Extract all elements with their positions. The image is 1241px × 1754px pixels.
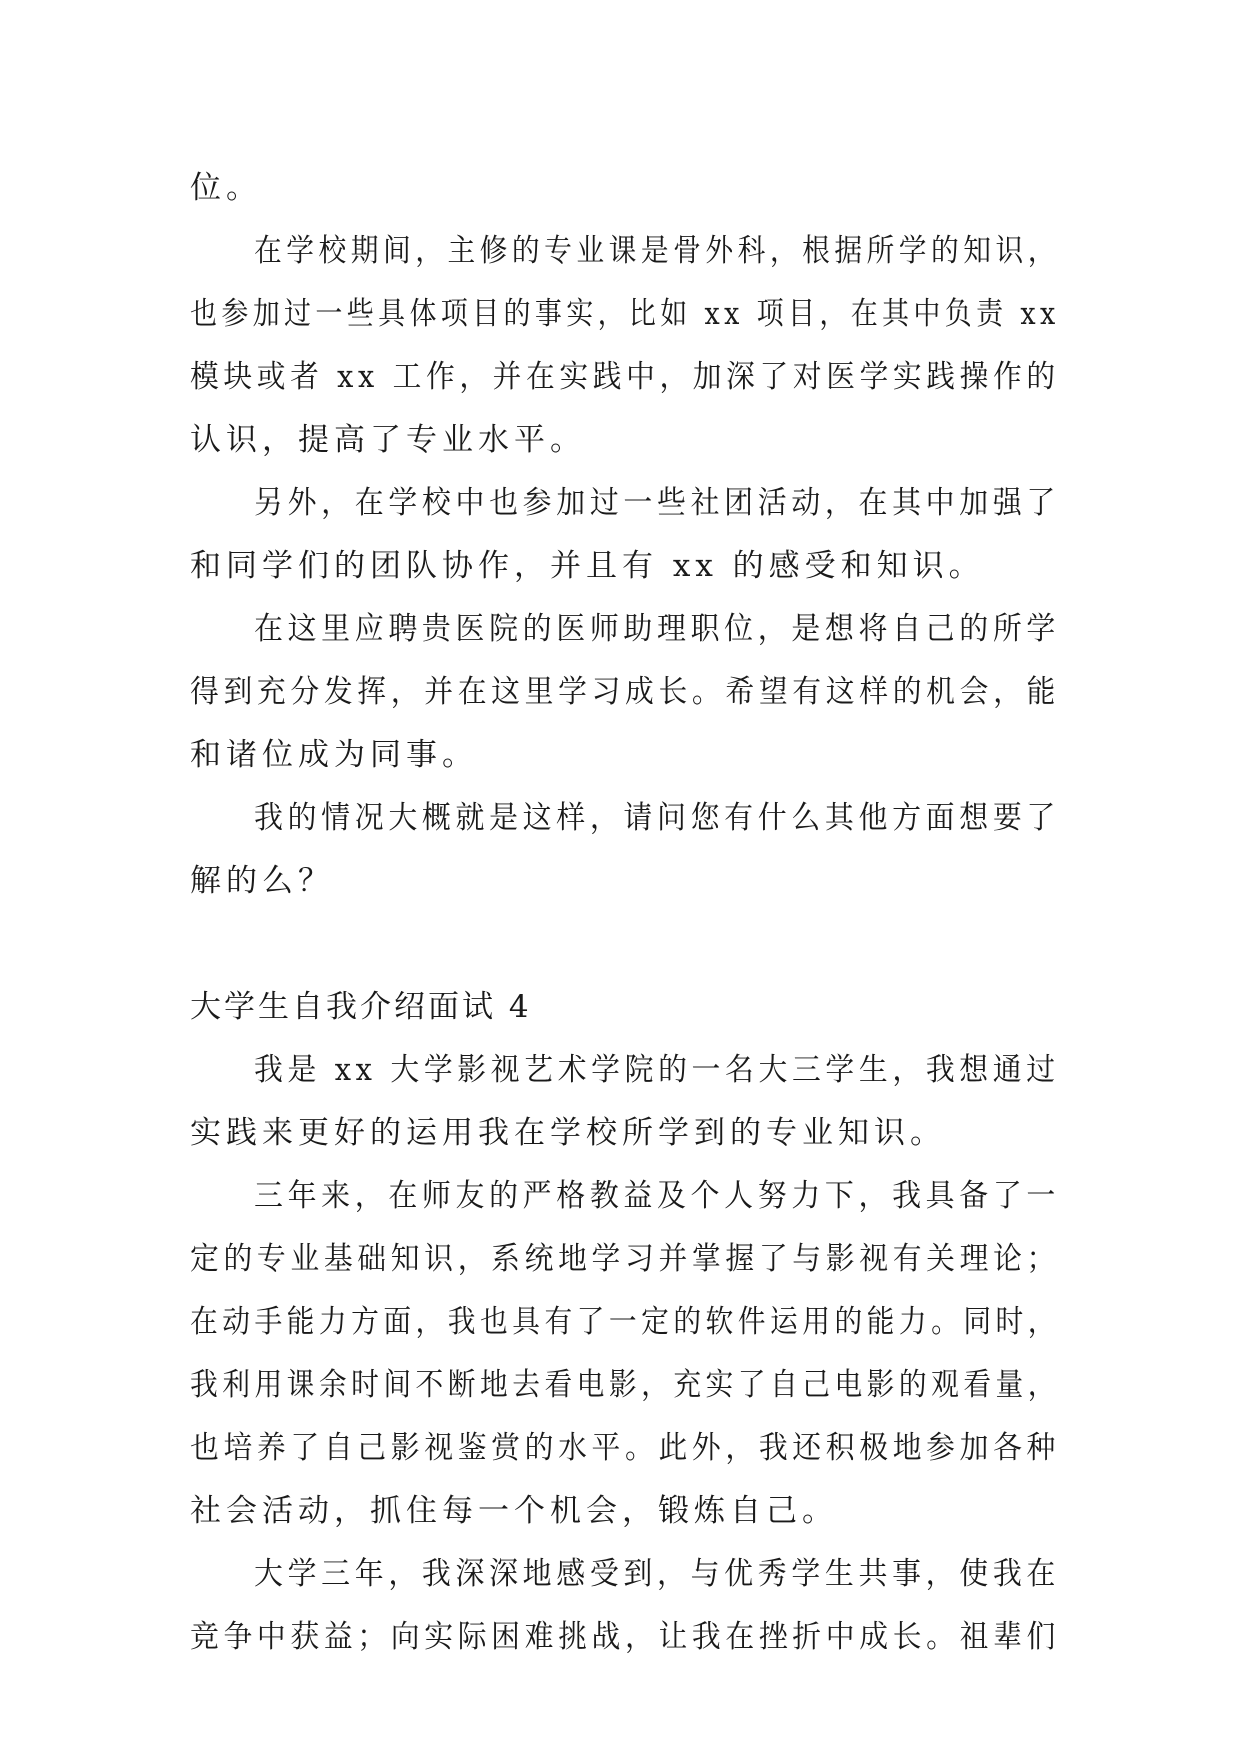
text-line: 也培养了自己影视鉴赏的水平。此外，我还积极地参加各种 xyxy=(190,1430,1060,1466)
text-line: 得到充分发挥，并在这里学习成长。希望有这样的机会，能 xyxy=(190,674,1060,710)
text-line: 和诸位成为同事。 xyxy=(190,737,478,773)
section-heading: 大学生自我介绍面试 4 xyxy=(190,989,532,1025)
paragraph-first-line: 大学三年，我深深地感受到，与优秀学生共事，使我在 xyxy=(254,1556,1060,1592)
paragraph-first-line: 三年来，在师友的严格教益及个人努力下，我具备了一 xyxy=(254,1178,1060,1214)
text-line: 社会活动，抓住每一个机会，锻炼自己。 xyxy=(190,1493,838,1529)
text-line: 位。 xyxy=(190,170,262,206)
paragraph-first-line: 我是 xx 大学影视艺术学院的一名大三学生，我想通过 xyxy=(254,1052,1060,1088)
text-line: 也参加过一些具体项目的事实，比如 xx 项目，在其中负责 xx xyxy=(190,296,1060,332)
paragraph-first-line: 我的情况大概就是这样，请问您有什么其他方面想要了 xyxy=(254,800,1060,836)
text-line: 竞争中获益；向实际困难挑战，让我在挫折中成长。祖辈们 xyxy=(190,1619,1060,1655)
paragraph-first-line: 另外，在学校中也参加过一些社团活动，在其中加强了 xyxy=(254,485,1060,521)
paragraph-first-line: 在学校期间，主修的专业课是骨外科，根据所学的知识， xyxy=(254,233,1060,269)
text-line: 实践来更好的运用我在学校所学到的专业知识。 xyxy=(190,1115,946,1151)
text-line: 模块或者 xx 工作，并在实践中，加深了对医学实践操作的 xyxy=(190,359,1060,395)
text-line: 定的专业基础知识，系统地学习并掌握了与影视有关理论； xyxy=(190,1241,1060,1277)
text-line: 解的么？ xyxy=(190,863,334,899)
text-line: 和同学们的团队协作，并且有 xx 的感受和知识。 xyxy=(190,548,985,584)
text-line: 认识，提高了专业水平。 xyxy=(190,422,586,458)
text-line: 我利用课余时间不断地去看电影，充实了自己电影的观看量， xyxy=(190,1367,1060,1403)
paragraph-first-line: 在这里应聘贵医院的医师助理职位，是想将自己的所学 xyxy=(254,611,1060,647)
text-line: 在动手能力方面，我也具有了一定的软件运用的能力。同时， xyxy=(190,1304,1060,1340)
